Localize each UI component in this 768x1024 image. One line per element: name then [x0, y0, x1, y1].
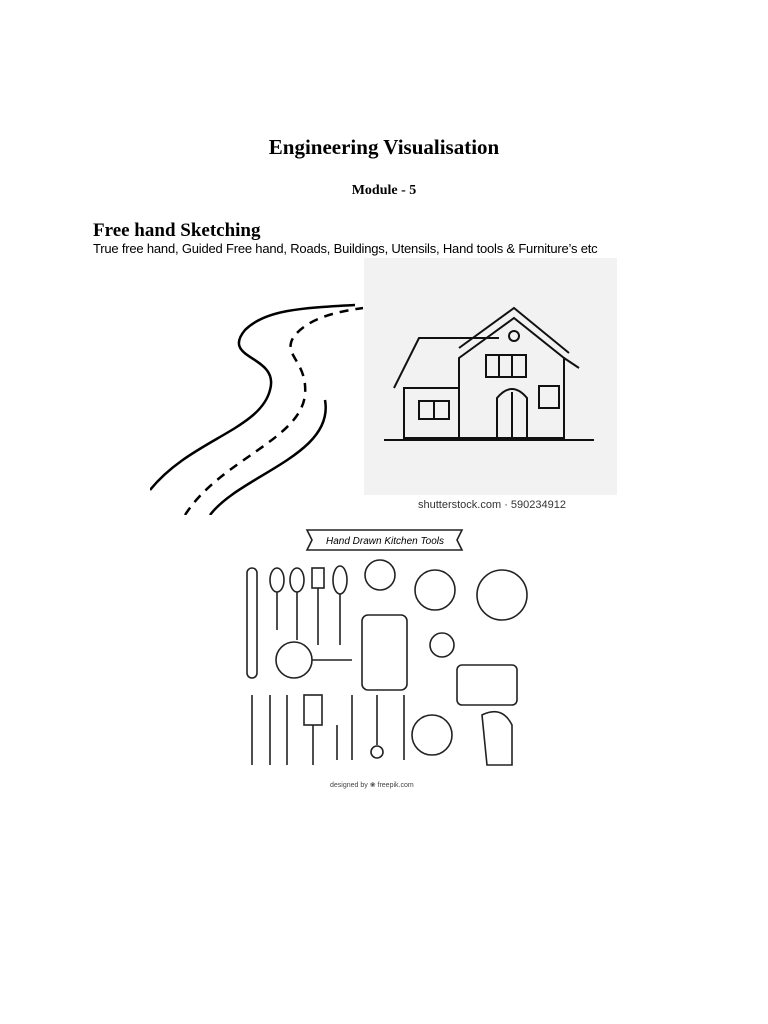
road-sketch-image — [150, 300, 365, 515]
house-sketch-image — [364, 258, 617, 495]
page-title: Engineering Visualisation — [268, 135, 500, 159]
section-heading: Free hand Sketching — [93, 220, 261, 241]
kitchen-tools-sketch-image — [232, 520, 532, 795]
module-label: Module - 5 — [351, 183, 417, 198]
section-subtitle: True free hand, Guided Free hand, Roads, Buildings, Utensils, Hand tools & Furniture’s etc — [93, 241, 598, 256]
kitchen-banner-title: Hand Drawn Kitchen Tools — [325, 536, 445, 547]
kitchen-image-credit: designed by ❀ freepik.com — [330, 782, 414, 789]
house-image-credit: shutterstock.com · 590234912 — [418, 499, 566, 511]
